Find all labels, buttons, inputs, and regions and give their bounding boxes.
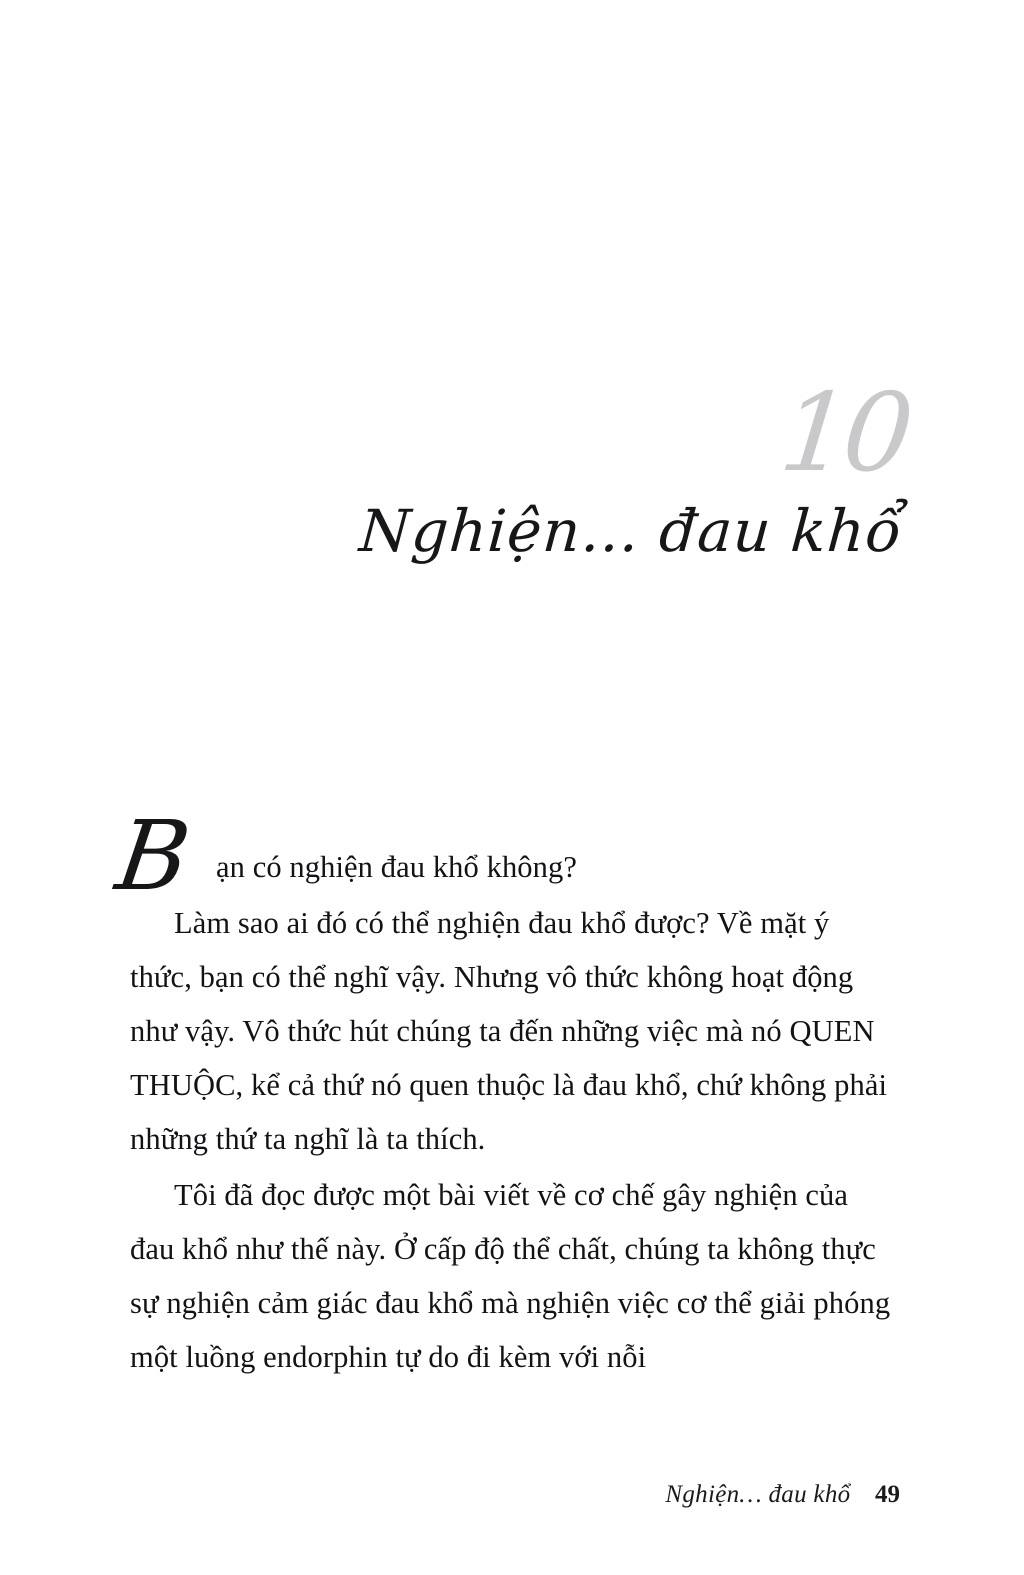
paragraph: Làm sao ai đó có thể nghiện đau khổ được? Về mặt ý thức, bạn có thể nghĩ vậy. Nhưng vô thức không hoạt động như vậy. Vô thức hút chúng ta đến những việc mà nó QUEN THUỘC, kể cả thứ nó quen thuộc là đau khổ, chứ không phải những thứ ta nghĩ là ta thích. [130, 906, 888, 1156]
chapter-title: Nghiện… đau khổ [357, 497, 905, 565]
paragraph [130, 840, 894, 894]
running-title: Nghiện… đau khổ [665, 1481, 851, 1508]
page-footer [665, 1481, 900, 1509]
page-number: 49 [875, 1481, 900, 1508]
paragraph-text: ạn có nghiện đau khổ không? [216, 850, 577, 884]
drop-cap: B [110, 800, 197, 912]
chapter-number: 10 [774, 371, 913, 496]
body-text [130, 840, 894, 1384]
paragraph: Tôi đã đọc được một bài viết về cơ chế gây nghiện của đau khổ như thế này. Ở cấp độ thể chất, chúng ta không thực sự nghiện cảm giác đau khổ mà nghiện việc cơ thể giải phóng một luồng endorphin tự do đi kèm với nỗi [130, 1178, 891, 1374]
